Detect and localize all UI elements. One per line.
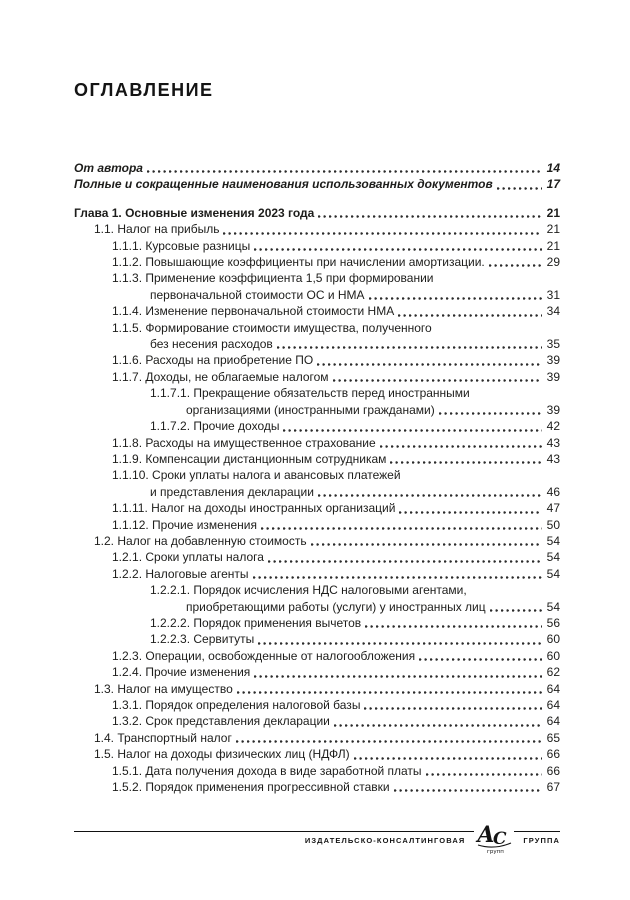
toc-entry	[74, 648, 560, 664]
toc-entry-line	[112, 517, 560, 533]
toc-entry	[74, 779, 560, 795]
dot-leader	[334, 724, 542, 727]
toc-entry-label: 1.3.1. Порядок определения налоговой базы	[112, 698, 361, 712]
toc-page-number: 54	[546, 566, 560, 581]
toc-page-number: 60	[546, 632, 560, 647]
dot-leader	[223, 232, 542, 235]
toc-page-number: 46	[546, 484, 560, 499]
dot-leader	[318, 215, 542, 218]
toc-entry	[74, 205, 560, 221]
dot-leader	[399, 511, 542, 514]
toc-entry-line	[94, 533, 560, 549]
dot-leader	[333, 379, 542, 382]
dot-leader	[365, 625, 542, 628]
toc-entry-label: 1.1.8. Расходы на имущественное страхование	[112, 435, 376, 450]
toc-entry-label: 1.5.2. Порядок применения прогрессивной ставки	[112, 780, 390, 795]
toc-entry-label: 1.1.6. Расходы на приобретение ПО	[112, 353, 314, 368]
toc-page-number: 54	[546, 533, 560, 548]
toc-entry-line: 1.1.10. Сроки уплаты налога и авансовых платежей	[112, 468, 401, 483]
toc-entry	[74, 631, 560, 647]
dot-leader	[354, 757, 542, 760]
toc-entry-label: 1.2.2.2. Порядок применения вычетов	[150, 615, 362, 630]
dot-leader	[237, 691, 542, 694]
toc-page-number: 21	[546, 238, 560, 253]
toc-page-number: 66	[546, 747, 560, 762]
dot-leader	[398, 314, 542, 317]
dot-leader	[426, 773, 542, 776]
dot-leader	[254, 248, 542, 251]
toc-entry	[74, 176, 560, 192]
toc-entry-label: 1.2.4. Прочие изменения	[112, 665, 251, 680]
toc-entry-label: 1.3.2. Срок представления декларации	[112, 714, 330, 729]
toc-entry	[74, 451, 560, 467]
toc-page-number: 39	[546, 369, 560, 384]
toc-entry-continuation-line	[150, 402, 560, 418]
toc-entry-label: без несения расходов	[150, 337, 273, 352]
toc-entry	[74, 533, 560, 549]
toc-entry-label: Полные и сокращенные наименования использованных документов	[74, 177, 493, 192]
toc-entry-continuation-line	[112, 336, 560, 352]
toc-entry-line	[94, 730, 560, 746]
toc-entry	[74, 418, 560, 434]
logo-letter-a: А	[477, 822, 496, 848]
toc-entry-label: 1.1.2. Повышающие коэффициенты при начислении амортизации.	[112, 255, 485, 270]
publisher-text-left: ИЗДАТЕЛЬСКО-КОНСАЛТИНГОВАЯ	[304, 835, 466, 845]
toc-entry	[74, 697, 560, 713]
toc-entry-label: 1.5.1. Дата получения дохода в виде заработной платы	[112, 763, 422, 778]
dot-leader	[317, 363, 542, 366]
toc-entry-line	[74, 160, 560, 176]
dot-leader	[394, 789, 542, 792]
toc-entry-line	[112, 303, 560, 319]
toc-entry	[74, 549, 560, 565]
toc-entry	[74, 582, 560, 615]
toc-entry	[74, 270, 560, 303]
toc-page-number: 21	[546, 205, 560, 220]
toc-page-number: 21	[546, 222, 560, 237]
toc-entry-line	[112, 549, 560, 565]
toc-entry-line: 1.1.5. Формирование стоимости имущества, полученного	[112, 320, 432, 335]
toc-entry-label: и представления декларации	[150, 484, 314, 499]
toc-entry-line	[112, 352, 560, 368]
toc-entry	[74, 664, 560, 680]
toc-entry	[74, 352, 560, 368]
toc-entry	[74, 238, 560, 254]
logo-caption: групп	[487, 849, 505, 855]
dot-leader	[380, 445, 542, 448]
dot-leader	[318, 494, 542, 497]
toc-entry-line	[74, 176, 560, 192]
publisher-text-right: ГРУППА	[523, 835, 560, 845]
toc-entry	[74, 254, 560, 270]
toc-list	[74, 160, 560, 795]
toc-entry-line	[112, 697, 560, 713]
toc-entry-continuation-line	[112, 287, 560, 303]
dot-leader	[311, 543, 542, 546]
page-title: ОГЛАВЛЕНИЕ	[74, 80, 214, 100]
toc-page-number: 65	[546, 730, 560, 745]
toc-entry-label: 1.3. Налог на имущество	[94, 681, 233, 696]
toc-entry-line: 1.2.2.1. Порядок исчисления НДС налоговыми агентами,	[150, 583, 467, 598]
toc-entry-label: 1.1.4. Изменение первоначальной стоимости НМА	[112, 304, 395, 319]
toc-entry-label: 1.1. Налог на прибыль	[94, 222, 220, 237]
toc-page-number: 64	[546, 698, 560, 712]
dot-leader	[489, 264, 542, 267]
toc-entry	[74, 385, 560, 418]
toc-page-number: 60	[546, 648, 560, 663]
dot-leader	[497, 187, 542, 190]
dot-leader	[439, 412, 542, 415]
toc-page-number: 54	[546, 550, 560, 565]
toc-entry-continuation-line	[112, 484, 560, 500]
toc-entry	[74, 467, 560, 500]
toc-entry-label: 1.2. Налог на добавленную стоимость	[94, 533, 307, 548]
toc-entry-label: 1.2.2.3. Сервитуты	[150, 632, 255, 647]
dot-leader	[253, 576, 542, 579]
toc-entry	[74, 730, 560, 746]
toc-entry	[74, 160, 560, 176]
dot-leader	[283, 429, 542, 432]
toc-page-number: 39	[546, 402, 560, 417]
toc-entry-line	[94, 221, 560, 237]
toc-entry-label: 1.1.7. Доходы, не облагаемые налогом	[112, 369, 329, 384]
toc-entry-label: 1.1.1. Курсовые разницы	[112, 238, 251, 253]
toc-entry-label: Глава 1. Основные изменения 2023 года	[74, 205, 315, 220]
toc-entry-line	[112, 451, 560, 467]
toc-entry-label: первоначальной стоимости ОС и НМА	[150, 287, 365, 302]
toc-entry	[74, 303, 560, 319]
toc-entry-line	[150, 615, 560, 631]
toc-page-number: 31	[546, 287, 560, 302]
dot-leader	[390, 461, 542, 464]
toc-entry-label: 1.1.7.2. Прочие доходы	[150, 419, 280, 434]
toc-entry-line: 1.1.7.1. Прекращение обязательств перед иностранными	[150, 386, 470, 401]
toc-entry-line	[150, 631, 560, 647]
toc-page-number: 62	[546, 665, 560, 680]
toc-page-number: 43	[546, 435, 560, 450]
toc-page-number: 50	[546, 517, 560, 532]
toc-entry	[74, 500, 560, 516]
toc-entry	[74, 517, 560, 533]
toc-entry-line	[112, 500, 560, 516]
toc-page-number: 66	[546, 763, 560, 778]
toc-page-number: 56	[546, 615, 560, 630]
toc-page-number: 14	[546, 161, 560, 175]
toc-entry-line	[112, 763, 560, 779]
toc-entry-label: 1.2.3. Операции, освобожденные от налогообложения	[112, 648, 416, 663]
toc-entry-line	[112, 369, 560, 385]
toc-page-number: 64	[546, 681, 560, 696]
toc-entry-label: приобретающими работы (услуги) у иностранных лиц	[186, 599, 486, 614]
publisher-logo-graphic	[474, 819, 514, 855]
toc-page-number: 34	[546, 304, 560, 319]
toc-page-number: 47	[546, 501, 560, 516]
toc-entry-line	[112, 254, 560, 270]
toc-entry-label: 1.5. Налог на доходы физических лиц (НДФЛ)	[94, 747, 350, 762]
toc-page-number: 17	[546, 177, 560, 192]
toc-entry-line	[74, 205, 560, 221]
toc-entry	[74, 566, 560, 582]
toc-page-number: 29	[546, 255, 560, 270]
toc-entry-line	[112, 566, 560, 582]
dot-leader	[254, 675, 542, 678]
toc-page-number: 67	[546, 780, 560, 795]
toc-entry-label: От автора	[74, 161, 143, 175]
toc-entry-line	[112, 713, 560, 729]
toc-entry	[74, 746, 560, 762]
toc-entry-line	[150, 418, 560, 434]
toc-entry-label: организациями (иностранными гражданами)	[186, 402, 435, 417]
dot-leader	[147, 170, 542, 173]
toc-entry-label: 1.2.1. Сроки уплаты налога	[112, 550, 264, 565]
toc-entry-label: 1.1.12. Прочие изменения	[112, 517, 257, 532]
toc-entry	[74, 681, 560, 697]
toc-entry-label: 1.1.9. Компенсации дистанционным сотрудникам	[112, 451, 387, 466]
toc-entry	[74, 615, 560, 631]
toc-entry	[74, 320, 560, 353]
toc-entry-line	[112, 238, 560, 254]
toc-entry-line	[112, 664, 560, 680]
dot-leader	[490, 609, 542, 612]
toc-page-number: 64	[546, 714, 560, 729]
toc-page-number: 39	[546, 353, 560, 368]
toc-entry-line	[112, 435, 560, 451]
toc-entry	[74, 435, 560, 451]
dot-leader	[419, 658, 542, 661]
toc-entry-line	[94, 746, 560, 762]
dot-leader	[277, 346, 542, 349]
toc-entry-line: 1.1.3. Применение коэффициента 1,5 при формировании	[112, 271, 434, 286]
toc-entry	[74, 369, 560, 385]
toc-entry-continuation-line	[150, 599, 560, 615]
toc-page-number: 42	[546, 419, 560, 434]
toc-entry	[74, 763, 560, 779]
toc-entry-line	[112, 648, 560, 664]
dot-leader	[369, 297, 542, 300]
toc-entry-label: 1.1.11. Налог на доходы иностранных организаций	[112, 501, 396, 516]
toc-entry-line	[94, 681, 560, 697]
dot-leader	[258, 642, 542, 645]
page-footer	[74, 822, 560, 855]
publisher-line	[74, 822, 560, 855]
toc-page-number: 43	[546, 451, 560, 466]
publisher-logo	[474, 822, 514, 855]
toc-entry-line	[112, 779, 560, 795]
dot-leader	[236, 740, 542, 743]
toc-entry-label: 1.2.2. Налоговые агенты	[112, 566, 249, 581]
dot-leader	[364, 707, 542, 710]
logo-letter-c: С	[493, 829, 507, 849]
toc-page-number: 54	[546, 599, 560, 614]
toc-page-number: 35	[546, 337, 560, 352]
dot-leader	[268, 560, 542, 563]
toc-entry	[74, 221, 560, 237]
dot-leader	[261, 527, 542, 530]
toc-entry-label: 1.4. Транспортный налог	[94, 730, 232, 745]
toc-entry	[74, 713, 560, 729]
